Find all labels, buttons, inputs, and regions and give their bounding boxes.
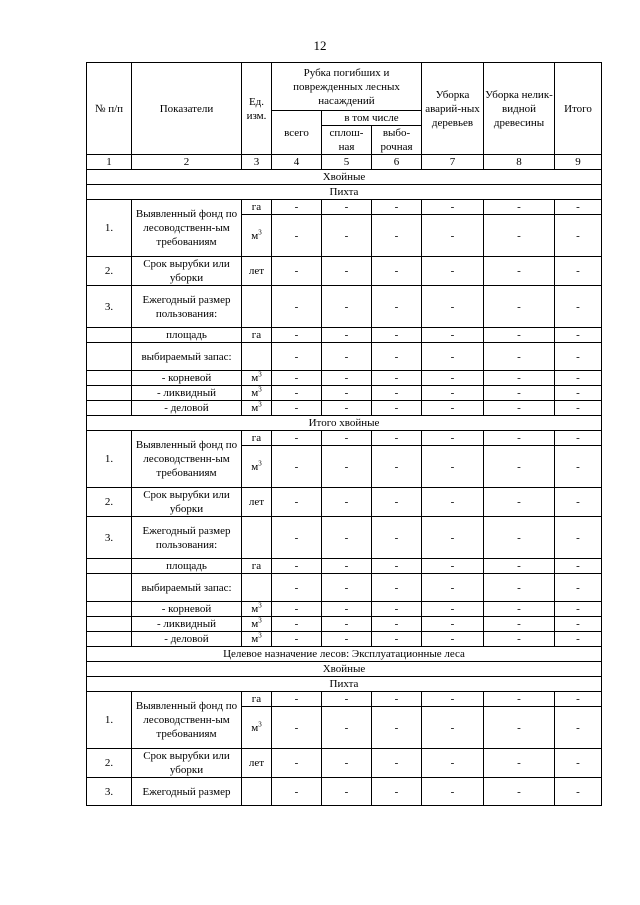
unit-cell: га: [242, 692, 272, 707]
table-row: [87, 401, 602, 416]
unit-cell: $м^3$: [242, 602, 272, 617]
unit-cell: лет: [242, 257, 272, 286]
value-cell: -: [422, 401, 484, 416]
row-number: 3.: [87, 286, 132, 328]
value-cell: -: [322, 386, 372, 401]
page-number: 12: [313, 38, 327, 53]
section-heading: Хвойные: [87, 170, 602, 185]
header-num: № п/п: [87, 63, 132, 155]
indicator-label: Ежегодный размер: [132, 778, 242, 806]
indicator-label: Срок вырубки или уборки: [132, 488, 242, 517]
value-cell: -: [322, 371, 372, 386]
value-cell: -: [484, 328, 555, 343]
unit-cell: [242, 778, 272, 806]
value-cell: -: [272, 574, 322, 602]
unit-cell: [242, 574, 272, 602]
table-row: [87, 200, 602, 215]
value-cell: -: [422, 215, 484, 257]
value-cell: -: [372, 749, 422, 778]
value-cell: -: [322, 343, 372, 371]
value-cell: -: [555, 749, 602, 778]
value-cell: -: [372, 559, 422, 574]
value-cell: -: [422, 778, 484, 806]
value-cell: -: [484, 286, 555, 328]
value-cell: -: [555, 632, 602, 647]
value-cell: -: [422, 343, 484, 371]
col-number: 9: [555, 155, 602, 170]
row-number: 3.: [87, 517, 132, 559]
value-cell: -: [372, 386, 422, 401]
value-cell: -: [272, 371, 322, 386]
section-heading: Целевое назначение лесов: Эксплуатационные леса: [87, 647, 602, 662]
value-cell: -: [555, 215, 602, 257]
table-row: [87, 488, 602, 517]
col-number: 2: [132, 155, 242, 170]
column-numbers-row: [87, 155, 602, 170]
value-cell: -: [484, 692, 555, 707]
table-row: [87, 517, 602, 559]
value-cell: -: [272, 692, 322, 707]
value-cell: -: [272, 286, 322, 328]
value-cell: -: [322, 707, 372, 749]
header-selective: выбо-рочная: [372, 126, 422, 155]
row-number: [87, 602, 132, 617]
value-cell: -: [322, 257, 372, 286]
value-cell: -: [322, 749, 372, 778]
unit-cell: [242, 286, 272, 328]
value-cell: -: [372, 371, 422, 386]
value-cell: -: [372, 343, 422, 371]
col-number: 7: [422, 155, 484, 170]
row-number: 2.: [87, 488, 132, 517]
value-cell: -: [322, 446, 372, 488]
value-cell: -: [322, 602, 372, 617]
unit-cell: га: [242, 200, 272, 215]
value-cell: -: [555, 559, 602, 574]
row-number: [87, 617, 132, 632]
indicator-label: Выявленный фонд по лесоводственн-ым требованиям: [132, 200, 242, 257]
row-number: 1.: [87, 692, 132, 749]
value-cell: -: [272, 707, 322, 749]
unit-cell: га: [242, 328, 272, 343]
value-cell: -: [484, 707, 555, 749]
indicator-label: Срок вырубки или уборки: [132, 749, 242, 778]
value-cell: -: [484, 343, 555, 371]
unit-cell: лет: [242, 488, 272, 517]
row-number: [87, 328, 132, 343]
value-cell: -: [372, 632, 422, 647]
unit-cell: [242, 343, 272, 371]
value-cell: -: [372, 200, 422, 215]
value-cell: -: [484, 386, 555, 401]
value-cell: -: [422, 371, 484, 386]
indicator-label: - ликвидный: [132, 617, 242, 632]
value-cell: -: [272, 401, 322, 416]
value-cell: -: [272, 328, 322, 343]
value-cell: -: [555, 574, 602, 602]
value-cell: -: [322, 215, 372, 257]
value-cell: -: [484, 488, 555, 517]
value-cell: -: [555, 371, 602, 386]
col-number: 3: [242, 155, 272, 170]
value-cell: -: [322, 200, 372, 215]
row-number: 2.: [87, 257, 132, 286]
table-row: [87, 692, 602, 707]
indicator-label: площадь: [132, 559, 242, 574]
value-cell: -: [322, 632, 372, 647]
unit-cell: $м^3$: [242, 371, 272, 386]
value-cell: -: [484, 574, 555, 602]
value-cell: -: [555, 386, 602, 401]
row-number: 1.: [87, 200, 132, 257]
section-heading: Хвойные: [87, 662, 602, 677]
indicator-label: - корневой: [132, 602, 242, 617]
value-cell: -: [272, 749, 322, 778]
indicator-label: выбираемый запас:: [132, 574, 242, 602]
row-number: 1.: [87, 431, 132, 488]
section-heading: Пихта: [87, 677, 602, 692]
value-cell: -: [322, 401, 372, 416]
value-cell: -: [555, 617, 602, 632]
value-cell: -: [322, 488, 372, 517]
value-cell: -: [372, 401, 422, 416]
row-number: 3.: [87, 778, 132, 806]
header-including: в том числе: [322, 111, 422, 126]
table-row: [87, 386, 602, 401]
unit-cell: $м^3$: [242, 446, 272, 488]
col-number: 8: [484, 155, 555, 170]
value-cell: -: [555, 446, 602, 488]
value-cell: -: [322, 286, 372, 328]
value-cell: -: [372, 617, 422, 632]
table-row: [87, 574, 602, 602]
value-cell: -: [484, 200, 555, 215]
value-cell: -: [272, 517, 322, 559]
header-felling: Рубка погибших и поврежденных лесных насаждений: [272, 63, 422, 111]
unit-cell: га: [242, 431, 272, 446]
value-cell: -: [322, 431, 372, 446]
value-cell: -: [322, 692, 372, 707]
value-cell: -: [484, 446, 555, 488]
value-cell: -: [484, 632, 555, 647]
value-cell: -: [372, 692, 422, 707]
value-cell: -: [422, 574, 484, 602]
value-cell: -: [372, 488, 422, 517]
value-cell: -: [322, 559, 372, 574]
value-cell: -: [555, 343, 602, 371]
value-cell: -: [372, 778, 422, 806]
value-cell: -: [422, 602, 484, 617]
value-cell: -: [422, 517, 484, 559]
indicator-label: - ликвидный: [132, 386, 242, 401]
value-cell: -: [322, 574, 372, 602]
col-number: 4: [272, 155, 322, 170]
value-cell: -: [372, 517, 422, 559]
table-row: [87, 328, 602, 343]
section-heading: Итого хвойные: [87, 416, 602, 431]
value-cell: -: [422, 328, 484, 343]
unit-cell: $м^3$: [242, 401, 272, 416]
indicator-label: выбираемый запас:: [132, 343, 242, 371]
value-cell: -: [555, 328, 602, 343]
header-itogo: Итого: [555, 63, 602, 155]
value-cell: -: [272, 617, 322, 632]
indicator-label: Срок вырубки или уборки: [132, 257, 242, 286]
value-cell: -: [484, 617, 555, 632]
value-cell: -: [555, 517, 602, 559]
value-cell: -: [555, 286, 602, 328]
value-cell: -: [372, 328, 422, 343]
value-cell: -: [422, 257, 484, 286]
value-cell: -: [322, 328, 372, 343]
value-cell: -: [422, 386, 484, 401]
value-cell: -: [272, 343, 322, 371]
value-cell: -: [422, 559, 484, 574]
unit-cell: $м^3$: [242, 707, 272, 749]
indicator-label: - деловой: [132, 401, 242, 416]
indicator-label: Ежегодный размер пользования:: [132, 286, 242, 328]
row-number: [87, 559, 132, 574]
table-row: [87, 778, 602, 806]
value-cell: -: [372, 257, 422, 286]
value-cell: -: [372, 446, 422, 488]
table-row: [87, 559, 602, 574]
value-cell: -: [272, 602, 322, 617]
table-row: [87, 749, 602, 778]
value-cell: -: [484, 257, 555, 286]
header-total: всего: [272, 111, 322, 155]
value-cell: -: [372, 215, 422, 257]
value-cell: -: [272, 488, 322, 517]
row-number: [87, 632, 132, 647]
value-cell: -: [555, 431, 602, 446]
header-illiquid: Уборка нелик-видной древесины: [484, 63, 555, 155]
value-cell: -: [272, 559, 322, 574]
value-cell: -: [272, 215, 322, 257]
value-cell: -: [422, 431, 484, 446]
value-cell: -: [555, 488, 602, 517]
value-cell: -: [422, 446, 484, 488]
col-number: 6: [372, 155, 422, 170]
value-cell: -: [372, 602, 422, 617]
value-cell: -: [484, 431, 555, 446]
value-cell: -: [372, 286, 422, 328]
table-row: [87, 617, 602, 632]
table-row: [87, 371, 602, 386]
indicator-label: площадь: [132, 328, 242, 343]
value-cell: -: [322, 617, 372, 632]
indicator-label: Выявленный фонд по лесоводственн-ым требованиям: [132, 692, 242, 749]
value-cell: -: [484, 517, 555, 559]
value-cell: -: [484, 215, 555, 257]
value-cell: -: [555, 602, 602, 617]
value-cell: -: [484, 602, 555, 617]
indicator-label: - деловой: [132, 632, 242, 647]
unit-cell: лет: [242, 749, 272, 778]
value-cell: -: [555, 257, 602, 286]
value-cell: -: [272, 200, 322, 215]
value-cell: -: [422, 488, 484, 517]
value-cell: -: [372, 431, 422, 446]
unit-cell: $м^3$: [242, 617, 272, 632]
value-cell: -: [272, 446, 322, 488]
unit-cell: $м^3$: [242, 215, 272, 257]
value-cell: -: [422, 617, 484, 632]
unit-cell: га: [242, 559, 272, 574]
table-row: [87, 343, 602, 371]
value-cell: -: [555, 401, 602, 416]
forest-use-table: [86, 62, 602, 806]
value-cell: -: [555, 200, 602, 215]
row-number: [87, 574, 132, 602]
row-number: 2.: [87, 749, 132, 778]
section-heading: Пихта: [87, 185, 602, 200]
header-indicators: Показатели: [132, 63, 242, 155]
unit-cell: $м^3$: [242, 632, 272, 647]
indicator-label: Ежегодный размер пользования:: [132, 517, 242, 559]
header-unit: Ед. изм.: [242, 63, 272, 155]
unit-cell: $м^3$: [242, 386, 272, 401]
table-row: [87, 632, 602, 647]
value-cell: -: [484, 401, 555, 416]
value-cell: -: [422, 692, 484, 707]
value-cell: -: [422, 200, 484, 215]
value-cell: -: [272, 257, 322, 286]
value-cell: -: [422, 632, 484, 647]
row-number: [87, 343, 132, 371]
indicator-label: Выявленный фонд по лесоводственн-ым требованиям: [132, 431, 242, 488]
row-number: [87, 371, 132, 386]
value-cell: -: [484, 749, 555, 778]
value-cell: -: [272, 778, 322, 806]
value-cell: -: [555, 692, 602, 707]
value-cell: -: [322, 517, 372, 559]
value-cell: -: [272, 632, 322, 647]
col-number: 5: [322, 155, 372, 170]
col-number: 1: [87, 155, 132, 170]
table-row: [87, 602, 602, 617]
value-cell: -: [272, 431, 322, 446]
indicator-label: - корневой: [132, 371, 242, 386]
table-row: [87, 431, 602, 446]
table-row: [87, 286, 602, 328]
row-number: [87, 401, 132, 416]
value-cell: -: [484, 371, 555, 386]
value-cell: -: [422, 286, 484, 328]
value-cell: -: [555, 778, 602, 806]
row-number: [87, 386, 132, 401]
table-row: [87, 257, 602, 286]
value-cell: -: [555, 707, 602, 749]
value-cell: -: [484, 778, 555, 806]
value-cell: -: [422, 749, 484, 778]
value-cell: -: [484, 559, 555, 574]
value-cell: -: [372, 574, 422, 602]
value-cell: -: [272, 386, 322, 401]
unit-cell: [242, 517, 272, 559]
value-cell: -: [372, 707, 422, 749]
value-cell: -: [322, 778, 372, 806]
header-clear: сплош-ная: [322, 126, 372, 155]
value-cell: -: [422, 707, 484, 749]
header-emergency: Уборка аварий-ных деревьев: [422, 63, 484, 155]
